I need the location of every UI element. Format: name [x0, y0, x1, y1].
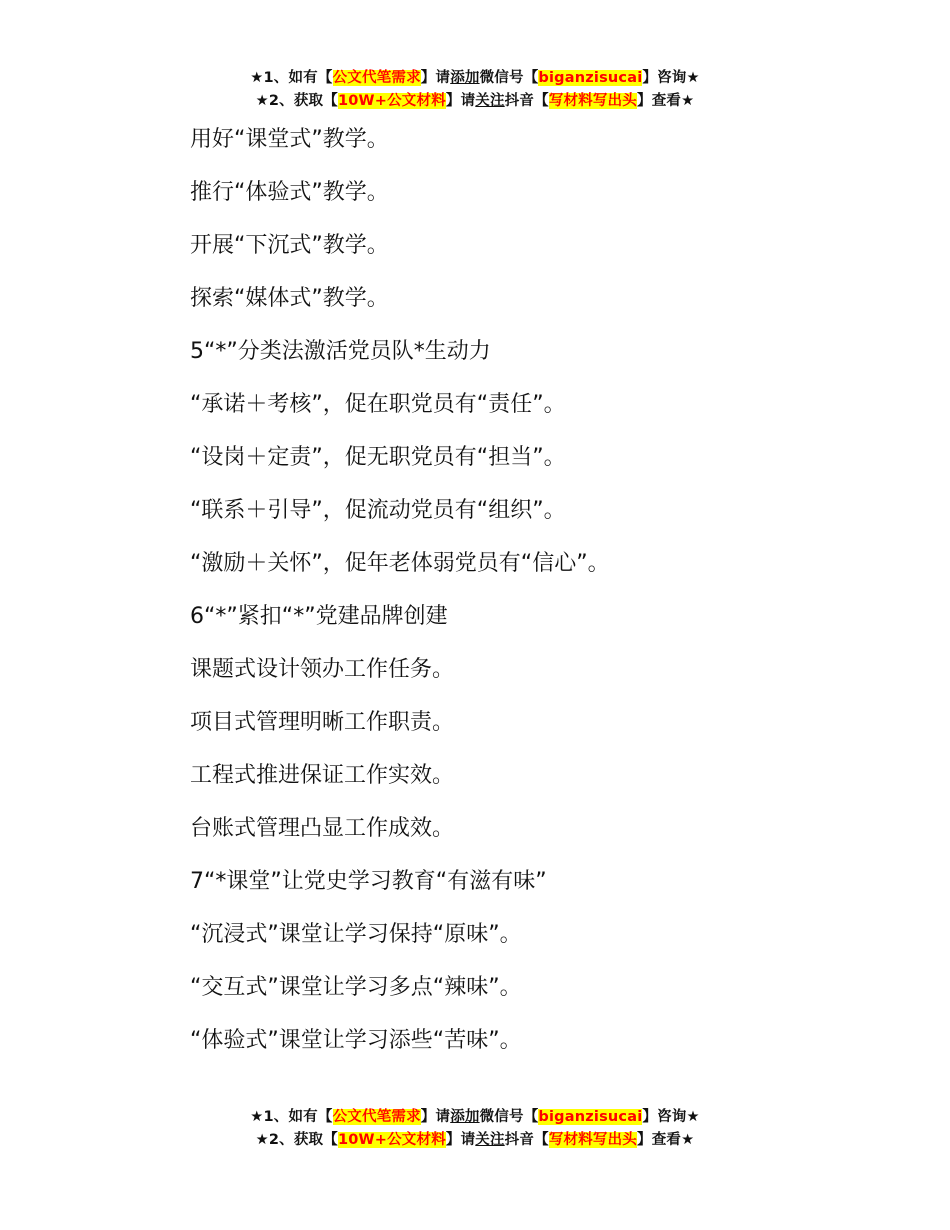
body-line: “沉浸式”课堂让学习保持“原味”。 [190, 922, 522, 947]
body-line: 探索“媒体式”教学。 [190, 286, 389, 311]
header-line-1-prefix: ★1、如有【 [250, 70, 333, 86]
document-body [190, 113, 890, 1067]
header-line-2-prefix: ★2、获取【 [255, 93, 338, 109]
header-line-1-add: 添加 [450, 70, 480, 86]
header-line-1-text: 】请 [420, 70, 451, 86]
body-line: “激励＋关怀”，促年老体弱党员有“信心”。 [190, 551, 610, 576]
body-line: 用好“课堂式”教学。 [190, 127, 389, 152]
body-line: “体验式”课堂让学习添些“苦味”。 [190, 1028, 522, 1053]
body-line: 项目式管理明晰工作职责。 [190, 710, 455, 735]
body-line: “联系＋引导”，促流动党员有“组织”。 [190, 498, 566, 523]
footer-line-1-add: 添加 [450, 1109, 480, 1125]
footer-line-1-wechat-id: biganzisucai [538, 1109, 643, 1125]
footer-line-2-douyin-id: 写材料写出头 [548, 1132, 638, 1148]
header-line-2-follow: 关注 [475, 93, 505, 109]
footer-line-1-highlight-service: 公文代笔需求 [332, 1109, 421, 1125]
header-banner [0, 67, 950, 113]
header-line-2-douyin-label: 抖音【 [504, 93, 549, 109]
header-line-2-suffix: 】查看★ [637, 93, 695, 109]
footer-line-1-text: 】请 [420, 1109, 451, 1125]
header-line-2-highlight-materials: 10W+公文材料 [337, 93, 446, 109]
header-line-1-suffix: 】咨询★ [642, 70, 700, 86]
header-line-2 [0, 90, 950, 113]
footer-line-2-text: 】请 [445, 1132, 476, 1148]
header-line-1-highlight-service: 公文代笔需求 [332, 70, 421, 86]
body-line: 工程式推进保证工作实效。 [190, 763, 455, 788]
footer-line-1-prefix: ★1、如有【 [250, 1109, 333, 1125]
footer-line-2-highlight-materials: 10W+公文材料 [337, 1132, 446, 1148]
body-line: 台账式管理凸显工作成效。 [190, 816, 455, 841]
footer-line-2-prefix: ★2、获取【 [255, 1132, 338, 1148]
footer-line-2 [0, 1129, 950, 1152]
section-heading: 6“*”紧扣“*”党建品牌创建 [190, 604, 448, 629]
section-heading: 5“*”分类法激活党员队*生动力 [190, 339, 491, 364]
header-line-1 [0, 67, 950, 90]
body-line: “设岗＋定责”，促无职党员有“担当”。 [190, 445, 566, 470]
footer-line-2-douyin-label: 抖音【 [504, 1132, 549, 1148]
footer-banner [0, 1106, 950, 1152]
footer-line-2-suffix: 】查看★ [637, 1132, 695, 1148]
section-heading: 7“*课堂”让党史学习教育“有滋有味” [190, 869, 547, 894]
header-line-1-wechat-id: biganzisucai [538, 70, 643, 86]
body-line: 课题式设计领办工作任务。 [190, 657, 455, 682]
header-line-2-text: 】请 [445, 93, 476, 109]
footer-line-1-suffix: 】咨询★ [642, 1109, 700, 1125]
body-line: “承诺＋考核”，促在职党员有“责任”。 [190, 392, 566, 417]
body-line: 开展“下沉式”教学。 [190, 233, 389, 258]
footer-line-1 [0, 1106, 950, 1129]
footer-line-1-wechat-label: 微信号【 [479, 1109, 539, 1125]
body-line: “交互式”课堂让学习多点“辣味”。 [190, 975, 522, 1000]
header-line-1-wechat-label: 微信号【 [479, 70, 539, 86]
body-line: 推行“体验式”教学。 [190, 180, 389, 205]
header-line-2-douyin-id: 写材料写出头 [548, 93, 638, 109]
footer-line-2-follow: 关注 [475, 1132, 505, 1148]
